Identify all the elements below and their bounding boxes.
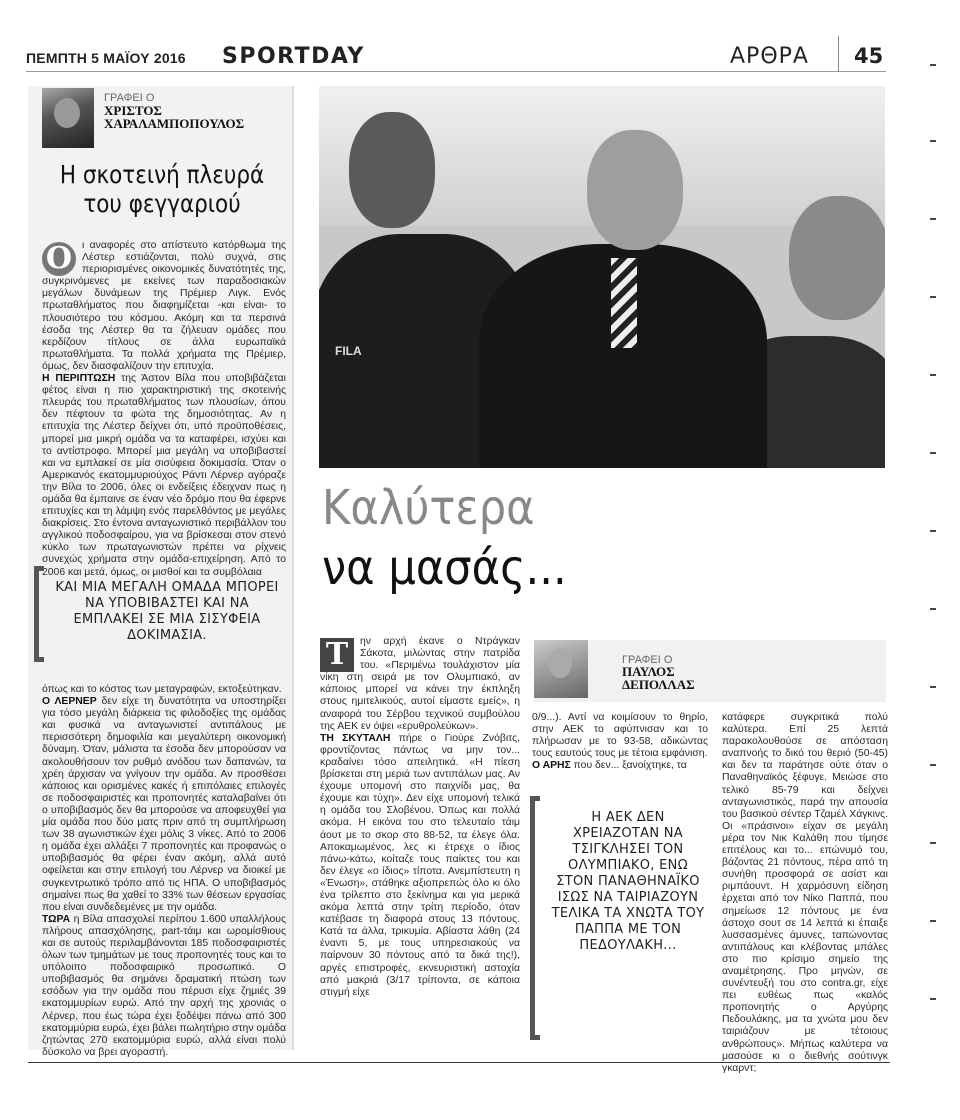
paragraph: που δεν... ξανοίχτηκε, τα (570, 760, 687, 772)
article-photo (319, 86, 885, 468)
author-name: ΠΑΥΛΟΣ ΔΕΠΟΛΛΑΣ (622, 664, 695, 692)
feature-title-line1: Καλύτερα (322, 480, 535, 536)
paragraph: κατάφερε συγκριτικά πολύ καλύτερα. Επί 25 λεπτά παρακολουθούσε σε απόσταση αναπνοής το δικό του θεριό (50-45) και δεν τα παράτησε ούτε όταν ο Παναθηναϊκός ξέφυγε. Μειώσε στο τελικό 85-79 και δείχνει ανταγωνιστικός, παρά την απουσία του βασικού σέντερ Τζαμέλ Χάγκινς. Οι «πράσινοι» είχαν σε μεγάλη μέρα τον Νικ Καλάθη που τίμησε επιτέλους και το... επώνυμό του, βάζοντας 21 πόντους, πέρα από τη συνήθη προσφορά σε ασίστ και ριμπάουντ. Η χαρμόσυνη είδηση έρχεται από τον Νίκο Παππά, που σημείωσε 12 πόντους με ένα άστοχο σουτ σε 14 λεπτά κι έπαιξε λυσσασμένες άμυνες, ταπώνοντας αντιπάλους και κλέβοντας μπάλες στο πιο κρίσιμο σημείο της αναμέτρησης. Προ μηνών, σε συνέντευξή του στο contra.gr, είχε πει ευθέως πως «καλός προπονητής ο Αργύρης Πεδουλάκης, μα τα χνώτα μου δεν ταιριάζουν με τέτοιους ανθρώπους». Μήπως καλύτερα να μασούσε κι ο διεθνής σούτινγκ γκαρντ; (722, 712, 888, 1074)
margin-tick (930, 608, 936, 610)
paragraph: πήρε ο Γιούρε Ζνόβιτς, φροντίζοντας πάντως να μην τον... κραδαίνει τόσο απειλητικά. «Η πίεση βρίσκεται στη μεριά των αντιπάλων μας. Αν έχουμε υπομονή στο παιχνίδι μας, θα έχουμε και τύχη». Δεν είχε υπομονή τελικά η ομάδα του Σλοβένου. Όπως και πολλά ακόμα. Η εικόνα του στο τελευταίο τάιμ άουτ με το σκορ στο 88-52, τα έλεγε όλα. Αποκαμωμένος, λες κι έτρεχε ο ίδιος πάνω-κάτω, κοίταζε τους παίκτες του και δεν έλεγε «ο ίδιος» τίποτα. Ανεμπίστευτη η «Ένωση», στάθηκε αξιοπρεπώς όλο κι όλο ένα τρίλεπτο στο ξεκίνημα και για μερικά ακόμα λεπτά στην τρίτη περίοδο, όταν κατέβασε τη διαφορά στους 13 πόντους. Κατά τα άλλα, τρικυμία. Αβίαστα λάθη (24 έναντι 5, με τους υπηρεσιακούς να παίρνουν 30 πόντους από τα δικά της!), αργές επιστροφές, εκνευριστική αστοχία από μακριά (3/17 τρίποντα, σε κάποια στιγμή είχε (320, 732, 521, 998)
newspaper-logo: SPORTDAY (222, 44, 365, 69)
article-headline: Η σκοτεινή πλευρά του φεγγαριού (59, 160, 265, 218)
margin-tick (930, 452, 936, 454)
person-right-head (789, 196, 885, 320)
article2-column-1 (320, 636, 520, 999)
author-box-2 (534, 640, 886, 702)
quote-bracket (34, 566, 44, 662)
pull-quote-text: Η ΑΕΚ ΔΕΝ ΧΡΕΙΑΖΟΤΑΝ ΝΑ ΤΣΙΓΚΛΗΣΕΙ ΤΟΝ ΟΛΥΜΠΙΑΚΟ, ΕΝΩ ΣΤΟΝ ΠΑΝΑΘΗΝΑΪΚΟ ΙΣΩΣ ΝΑ ΤΑΙΡΙΑΖΟΥΝ ΤΕΛΙΚΑ ΤΑ ΧΝΩΤΑ ΤΟΥ ΠΑΠΠΑ ΜΕ ΤΟΝ ΠΕΔΟΥΛΑΚΗ... (551, 810, 705, 953)
person-left-head (349, 112, 435, 228)
quote-bracket (530, 796, 540, 1040)
article2-column-3 (722, 712, 888, 1075)
header-divider (838, 36, 839, 72)
pull-quote-2 (530, 796, 710, 1040)
paragraph: ην αρχή έκανε ο Ντράγκαν Σάκοτα, μιλώντας στην πατρίδα του. «Περιμένω τουλάχιστον μία νίκη στη σειρά με τον Ολυμπιακό, αν κάποιος μπορεί να κάνει την έκπληξη στους ημιτελικούς, αυτοί είμαστε εμείς», η αναφορά του Σέρβου τεχνικού συμβούλου της ΑΕΚ εν όψει «ερυθρολεύκων». (320, 636, 520, 732)
byline-label: ΓΡΑΦΕΙ Ο (622, 654, 673, 666)
paragraph-lead: ΤΩΡΑ (42, 913, 71, 925)
author-photo (42, 88, 94, 148)
drop-cap: Τ (320, 638, 354, 672)
margin-tick (930, 64, 936, 66)
paragraph: η Βίλα απασχολεί περίπου 1.600 υπαλλήλους πλήρους απασχόλησης, part-τάιμ και ωρομίσθιους και σε αυτούς περιλαμβάνονται 185 ποδοσφαιριστές όλων των τμημάτων με τους προπονητές τους και το υπόλοιπο ποδοσφαιρικό προσωπικό. Ο υποβιβασμός θα σημάνει δραματική πτώση των εσόδων για την ομάδα που πέρυσι είχε ζημιές 39 εκατομμυρίων ευρώ. Από την αρχή της χρονιάς ο Λέρνερ, που έως τώρα έχει ξοδέψει πάνω από 300 εκατομμύρια ευρώ, έχει βάλει πωλητήριο στην ομάδα ζητώντας 270 εκατομμύρια ευρώ, αλλά είναι πολύ δύσκολο να βρει αγοραστή. (42, 913, 286, 1058)
margin-tick (930, 842, 936, 844)
paragraph-lead: Η ΠΕΡΙΠΤΩΣΗ (42, 373, 116, 385)
margin-tick (930, 218, 936, 220)
margin-tick (930, 686, 936, 688)
issue-date: ΠΕΜΠΤΗ 5 ΜΑΪΟΥ 2016 (26, 50, 186, 66)
feature-title (322, 478, 682, 598)
paragraph: της Άστον Βίλα που υποβιβάζεται φέτος είναι η πιο χαρακτηριστική της σκοτεινής πλευράς του πρωταθλήματος των πλουσίων, όπου δεν πέφτουν τα φώτα της δημοσιότητας. Αν η επιτυχία της Λέστερ δείχνει ότι, υπό προϋποθέσεις, μπορεί μια μικρή ομάδα να τα καταφέρει, ισχύει και το αντίστροφο. Μπορεί μια μεγάλη να υποβιβαστεί και να εμπλακεί σε μία σισύφεια δοκιμασία. Όταν ο Αμερικανός εκατομμυριούχος Ράντι Λέρνερ αγόραζε την Βίλα το 2006, όλες οι ενδείξεις έδειχναν πως η ομάδα θα έμπαινε σε έναν νέο δρόμο που θα έφερνε επιτυχίες και τη λάμψη ενός παρελθόντος με μεγάλες διακρίσεις. Στο έντονα ανταγωνιστικό περιβάλλον του αγγλικού ποδοσφαίρου, για να βρίσκεσαι στον στενό κύκλο των πρωταγωνιστών πρέπει να ρίχνεις συνεχώς χρήματα στην ομάδα-επιχείρηση. Από το 2006 και μετά, όμως, οι μισθοί και τα συμβόλαια (42, 373, 286, 578)
feature-title-line2: να μασάς... (322, 540, 567, 596)
paragraph-lead: Ο ΑΡΗΣ (532, 760, 571, 772)
margin-tick (930, 764, 936, 766)
margin-tick (930, 998, 936, 1000)
person-center-head (587, 130, 683, 250)
byline-label: ΓΡΑΦΕΙ Ο (104, 92, 155, 104)
author-photo (534, 640, 588, 698)
section-title: ΑΡΘΡΑ (730, 44, 809, 69)
article-left-column (28, 86, 292, 1058)
margin-tick (930, 920, 936, 922)
column-divider (292, 86, 294, 1050)
page-header (26, 42, 886, 72)
paragraph: 0/9...). Αντί να κοιμίσουν το θηρίο, στην ΑΕΚ το αφύπνισαν και το πλήρωσαν με το 93-58, αδικώντας τους εαυτούς τους με τέτοια εμφάνιση. (532, 712, 708, 760)
author-name: ΧΡΙΣΤΟΣ ΧΑΡΑΛΑΜΠΟΠΟΥΛΟΣ (104, 103, 245, 131)
margin-tick (930, 140, 936, 142)
article-body-bottom (42, 684, 286, 1059)
striped-tie (611, 258, 637, 348)
kit-logo: FILA (335, 344, 362, 358)
paragraph-lead: ΤΗ ΣΚΥΤΑΛΗ (320, 732, 391, 744)
paragraph-lead: Ο ΛΕΡΝΕΡ (42, 696, 97, 708)
page-number: 45 (854, 44, 884, 68)
paragraph: ι αναφορές στο απίστευτο κατόρθωμα της Λέστερ εστιάζονται, πολύ συχνά, στις περιορισμένες οικονομικές δυνατότητές της, συγκρινόμενες με εκείνες των παραδοσιακών μεγάλων δυνάμεων της Πρέμιερ Λιγκ. Ενός πρωταθλήματος που διαφημίζεται -και είναι- το πλουσιότερο του κόσμου. Ακόμη και τα περσινά έσοδα της Λέστερ θα τα ζήλευαν ομάδες που κερδίζουν τίτλους σε άλλα ευρωπαϊκά πρωταθλήματα. Τα πολλά χρήματα της Πρέμιερ, όμως, δεν διασφαλίζουν την επιτυχία. (42, 240, 286, 372)
article2-column-2 (532, 712, 708, 772)
author-box (42, 86, 288, 150)
paragraph: όπως και το κόστος των μεταγραφών, εκτοξεύτηκαν. (42, 684, 282, 695)
margin-tick (930, 374, 936, 376)
article-body-top (42, 240, 286, 579)
paragraph: δεν είχε τη δυνατότητα να υποστηρίξει για τόσο μεγάλη διάρκεια τις φιλοδοξίες της ομάδας και φυσικά να ανταγωνιστεί αντιπάλους με περισσότερη δημοφιλία και μεγαλύτερη οικονομική δύναμη. Όταν, μάλιστα τα έσοδα δεν μπορούσαν να ακολουθήσουν τον ρυθμό ανόδου των δαπανών, τα χρέη άρχισαν να γνίγουν την ομάδα. Αν προσθέσει κάποιος και ορισμένες κακές ή επιπόλαιες επιλογές σε ποδοσφαιριστές και προπονητές καταλαβαίνει ότι ο υποβιβασμός δεν θα μπορούσε να αποφευχθεί για μία ομάδα που δύο ματς πριν από τη συμπλήρωση των 38 αγωνιστικών έχει μόλις 3 νίκες. Από το 2006 η ομάδα έχει αλλάξει 7 προπονητές και προφανώς ο υποβιβασμός θα φέρει έναν ακόμη, αλλά αυτό οφείλεται και στην επιλογή του Λέρνερ να διοικεί με συγκεντρωτικό τρόπο από τις ΗΠΑ. Ο υποβιβασμός σημαίνει πως θα χαθεί το 33% των θέσεων εργασίας που είναι συνδεδεμένες με την ομάδα. (42, 696, 286, 913)
page-bottom-rule (28, 1062, 890, 1063)
pull-quote-text: ΚΑΙ ΜΙΑ ΜΕΓΑΛΗ ΟΜΑΔΑ ΜΠΟΡΕΙ ΝΑ ΥΠΟΒΙΒΑΣΤΕΙ ΚΑΙ ΝΑ ΕΜΠΛΑΚΕΙ ΣΕ ΜΙΑ ΣΙΣΥΦΕΙΑ ΔΟΚΙΜΑΣΙΑ. (55, 580, 279, 643)
pull-quote (34, 566, 286, 662)
margin-tick (930, 296, 936, 298)
drop-cap: Ο (42, 242, 76, 276)
margin-tick (930, 530, 936, 532)
